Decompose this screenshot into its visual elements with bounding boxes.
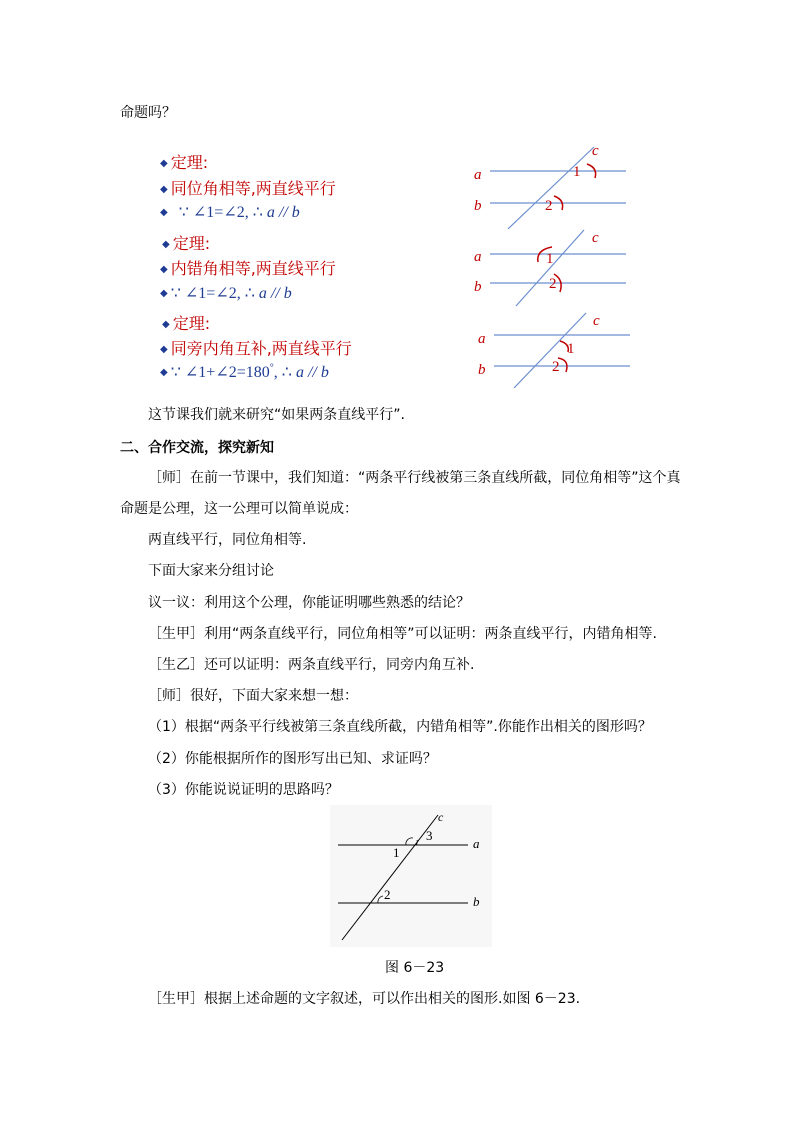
parallel-lines-figures [460,138,650,388]
label-a: a [478,331,486,347]
label-b: b [474,198,482,214]
theorem-1-formula: ◆ ∵ ∠1=∠2, ∴ a // b [160,204,300,221]
theorem-3-heading: ◆ 定理: [162,314,211,333]
theorem-3-statement: ◆ 同旁内角互补,两直线平行 [160,339,352,358]
theorem-2-formula: ◆ ∵ ∠1=∠2, ∴ a // b [160,285,292,302]
question-3: （3）你能说说证明的思路吗？ [148,782,339,798]
label-c: c [438,810,444,824]
theorem-1-statement: ◆ 同位角相等,两直线平行 [160,179,336,198]
bullet-icon: ◆ [162,239,170,250]
label-c: c [593,313,600,329]
bullet-icon: ◆ [160,207,168,218]
label-2: 2 [552,359,560,375]
figure-background [330,805,492,947]
teacher-2: ［师］很好，下面大家来想一想： [148,688,358,704]
axiom-short: 两直线平行，同位角相等. [148,532,307,548]
question-2: （2）你能根据所作的图形写出已知、求证吗？ [148,751,437,767]
label-3: 3 [426,828,433,843]
bullet-icon: ◆ [160,184,168,195]
student-a: ［生甲］利用“两条直线平行，同位角相等”可以证明：两条直线平行，内错角相等. [148,626,657,642]
label-a: a [474,167,482,183]
question-1: （1）根据“两条平行线被第三条直线所截，内错角相等”.你能作出相关的图形吗？ [148,719,652,735]
bullet-icon: ◆ [160,158,168,169]
figure-alternate-angles [474,230,626,306]
label-c: c [592,143,599,159]
label-2: 2 [549,276,557,292]
label-2: 2 [384,887,391,902]
label-a: a [473,836,480,851]
student-b: ［生乙］还可以证明：两条直线平行，同旁内角互补. [148,657,475,673]
bullet-icon: ◆ [162,319,170,330]
figure-6-23 [330,805,492,947]
label-b: b [473,894,480,909]
line-c [508,147,594,229]
theorem-3-formula: ◆ ∵ ∠1+∠2=180°, ∴ a // b [160,362,329,381]
figure-same-side-angles [478,313,630,388]
section-heading: 二、合作交流，探究新知 [120,440,274,456]
line-c [516,230,584,306]
line-c [514,313,586,388]
label-1: 1 [567,341,575,357]
teacher-1-line2: 命题是公理，这一公理可以简单说成： [120,501,358,517]
lesson-intro: 这节课我们就来研究“如果两条直线平行”. [148,407,405,423]
label-b: b [478,362,486,378]
think-1: 议一议：利用这个公理，你能证明哪些熟悉的结论？ [148,595,470,611]
label-2: 2 [545,198,553,214]
label-a: a [474,249,482,265]
label-1: 1 [573,164,581,180]
label-c: c [592,230,599,246]
discuss: 下面大家来分组讨论 [148,563,274,579]
figure-caption: 图 6－23 [385,960,445,976]
label-1: 1 [546,251,554,267]
label-1: 1 [393,845,400,860]
theorem-1-heading: ◆ 定理: [160,153,209,172]
theorem-2-statement: ◆ 内错角相等,两直线平行 [160,259,336,278]
student-a-2: ［生甲］根据上述命题的文字叙述，可以作出相关的图形.如图 6－23. [148,991,581,1007]
theorem-2-heading: ◆ 定理: [162,234,211,253]
intro-question-tail: 命题吗？ [120,105,176,121]
bullet-icon: ◆ [160,264,168,275]
label-b: b [474,279,482,295]
bullet-icon: ◆ [160,367,168,378]
figure-corresponding-angles [474,143,626,229]
bullet-icon: ◆ [160,288,168,299]
bullet-icon: ◆ [160,344,168,355]
teacher-1-line1: ［师］在前一节课中，我们知道：“两条平行线被第三条直线所截，同位角相等”这个真 [148,470,681,486]
